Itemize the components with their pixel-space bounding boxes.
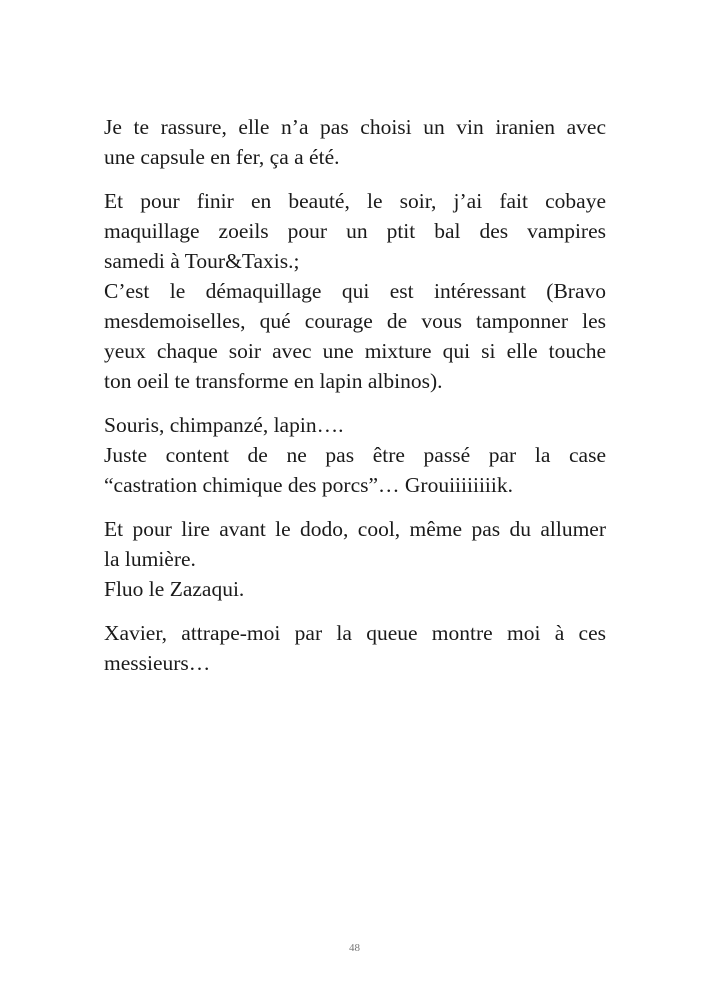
text-line: Fluo le Zazaqui. — [104, 577, 245, 601]
text-line: samedi à Tour&Taxis.; — [104, 249, 300, 273]
text-line: Xavier, attrape-moi par la queue montre moi à ces — [104, 621, 606, 645]
text-line: ton oeil te transforme en lapin albinos). — [104, 369, 443, 393]
page-number: 48 — [349, 942, 360, 954]
paragraph-2 — [104, 186, 606, 396]
body-text — [104, 112, 606, 692]
text-line: la lumière. — [104, 547, 196, 571]
text-line: Et pour lire avant le dodo, cool, même pas du allumer — [104, 517, 606, 541]
paragraph-3 — [104, 410, 606, 500]
text-line: une capsule en fer, ça a été. — [104, 145, 340, 169]
paragraph-1 — [104, 112, 606, 172]
text-line: mesdemoiselles, qué courage de vous tamponner les — [104, 309, 606, 333]
text-line: C’est le démaquillage qui est intéressant (Bravo — [104, 279, 606, 303]
text-line: Juste content de ne pas être passé par la case — [104, 443, 606, 467]
text-line: messieurs… — [104, 651, 211, 675]
text-line: maquillage zoeils pour un ptit bal des vampires — [104, 219, 606, 243]
text-line: yeux chaque soir avec une mixture qui si elle touche — [104, 339, 606, 363]
paragraph-5 — [104, 618, 606, 678]
text-line: Je te rassure, elle n’a pas choisi un vin iranien avec — [104, 115, 606, 139]
text-line: “castration chimique des porcs”… Grouiiiiiiiik. — [104, 473, 513, 497]
text-line: Souris, chimpanzé, lapin…. — [104, 413, 344, 437]
paragraph-4 — [104, 514, 606, 604]
text-line: Et pour finir en beauté, le soir, j’ai fait cobaye — [104, 189, 606, 213]
